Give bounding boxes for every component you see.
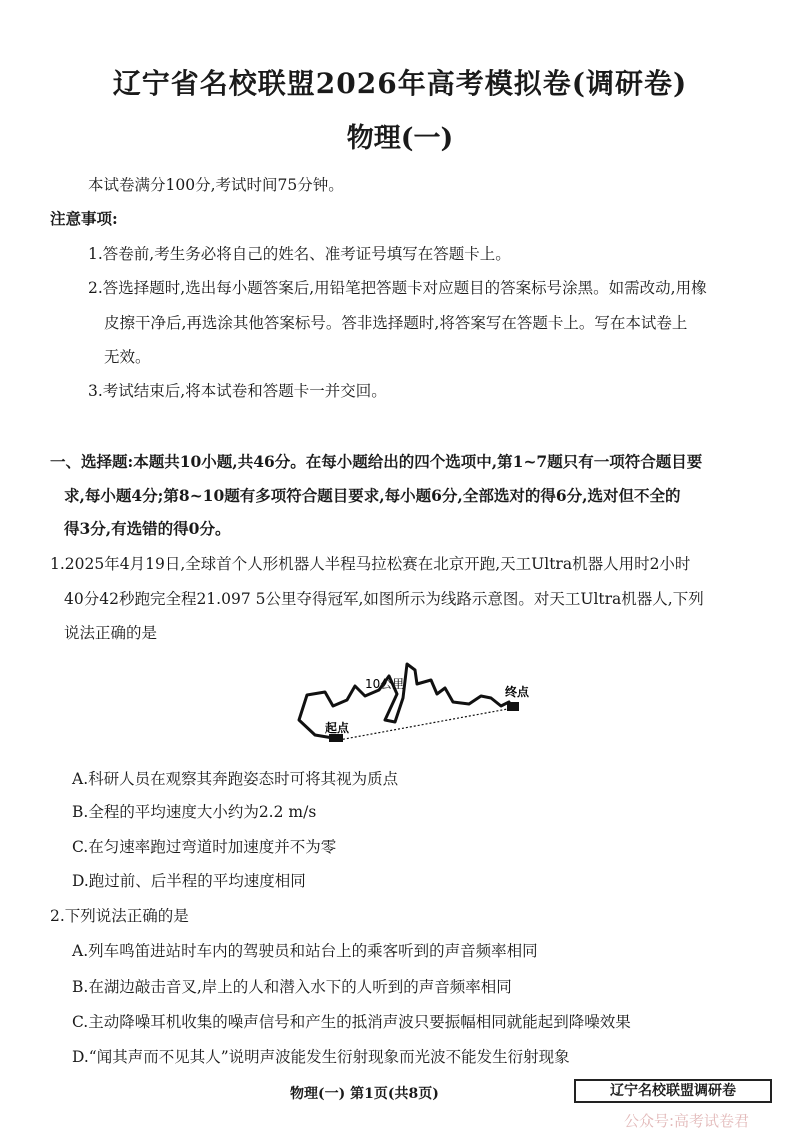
displacement-line (339, 708, 513, 740)
page-number: 物理(一) 第1页(共8页) (290, 1086, 439, 1102)
end-marker (507, 702, 519, 711)
section-heading-line: 得3分,有选错的得0分。 (64, 519, 231, 538)
option-d: D.跑过前、后半程的平均速度相同 (72, 872, 306, 890)
notice-item: 皮擦干净后,再选涂其他答案标号。答非选择题时,将答案写在答题卡上。写在本试卷上 (104, 314, 688, 332)
question-1-stem: 1.2025年4月19日,全球首个人形机器人半程马拉松赛在北京开跑,天工Ultra机器人用时2小时 (50, 555, 691, 573)
option-a: A.科研人员在观察其奔跑姿态时可将其视为质点 (72, 770, 399, 788)
option-c: C.主动降噪耳机收集的噪声信号和产生的抵消声波只要振幅相同就能起到降噪效果 (72, 1013, 631, 1031)
label-end: 终点 (505, 685, 530, 699)
watermark: 公众号:高考试卷君 (624, 1112, 750, 1130)
section-heading-line: 一、选择题:本题共10小题,共46分。在每小题给出的四个选项中,第1~7题只有一项符合题目要 (50, 452, 703, 471)
question-2-stem: 2.下列说法正确的是 (50, 907, 189, 925)
notice-item: 3.考试结束后,将本试卷和答题卡一并交回。 (88, 382, 387, 400)
notice-item: 1.答卷前,考生务必将自己的姓名、准考证号填写在答题卡上。 (88, 245, 511, 263)
notice-heading: 注意事项: (50, 209, 118, 228)
marathon-route-figure (285, 650, 545, 750)
notice-item: 2.答选择题时,选出每小题答案后,用铅笔把答题卡对应题目的答案标号涂黑。如需改动,用橡 (88, 279, 707, 297)
question-1-stem: 说法正确的是 (64, 624, 158, 642)
notice-item: 无效。 (104, 348, 151, 366)
exam-title: 辽宁省名校联盟2026年高考模拟卷(调研卷) (112, 67, 688, 100)
exam-intro: 本试卷满分100分,考试时间75分钟。 (88, 176, 344, 194)
option-c: C.在匀速率跑过弯道时加速度并不为零 (72, 838, 337, 856)
footer-badge: 辽宁名校联盟调研卷 (574, 1079, 772, 1103)
label-10km: 10公里 (365, 677, 405, 691)
start-marker (329, 734, 343, 742)
subject-title: 物理(一) (346, 123, 454, 154)
option-d: D.“闻其声而不见其人”说明声波能发生衍射现象而光波不能发生衍射现象 (72, 1048, 570, 1066)
label-start: 起点 (325, 721, 350, 735)
question-1-stem: 40分42秒跑完全程21.097 5公里夺得冠军,如图所示为线路示意图。对天工Ultra机器人,下列 (64, 590, 704, 608)
option-b: B.全程的平均速度大小约为2.2 m/s (72, 803, 317, 821)
section-heading-line: 求,每小题4分;第8~10题有多项符合题目要求,每小题6分,全部选对的得6分,选对但不全的 (64, 486, 681, 505)
option-a: A.列车鸣笛进站时车内的驾驶员和站台上的乘客听到的声音频率相同 (72, 942, 538, 960)
option-b: B.在湖边敲击音叉,岸上的人和潜入水下的人听到的声音频率相同 (72, 978, 512, 996)
